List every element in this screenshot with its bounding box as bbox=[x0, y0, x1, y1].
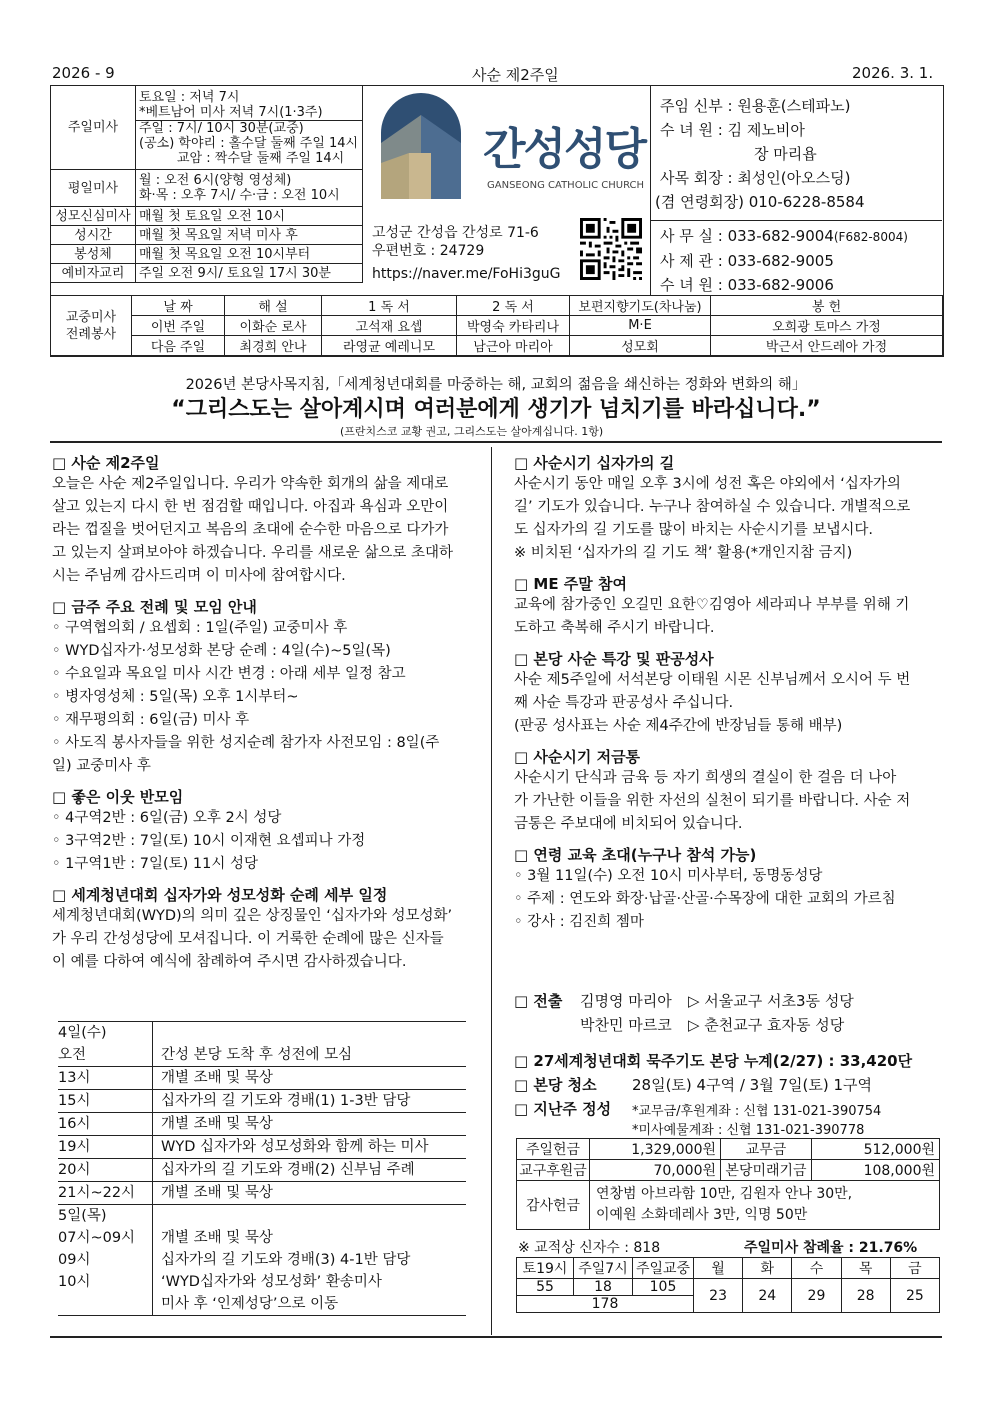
col-date: 날 짜 bbox=[132, 296, 225, 316]
right-column bbox=[514, 452, 942, 934]
table-row: 09시 십자가의 길 기도와 경배(3) 4-1반 담당 bbox=[58, 1249, 466, 1271]
section-body: 사순시기 단식과 금육 등 자기 희생의 결실이 한 걸음 더 나아 가 가난한 이들을 위한 자선의 실천이 되기를 바랍니다. 사순 저 금통은 주보대에 비치되어 있습니다. bbox=[514, 770, 911, 832]
attendance-table: 토19시 주일7시 주일교중 월 화 수 목 금 55 18 105 23 24 29 28 25 178 bbox=[516, 1257, 940, 1313]
section-title: □ 좋은 이웃 반모임 bbox=[52, 788, 184, 806]
bottom-rule bbox=[50, 1336, 942, 1338]
table-row: 미사 후 ‘인제성당’으로 이동 bbox=[58, 1293, 466, 1316]
section-body: 교육에 참가중인 오길민 요한♡김영아 세라피나 부부를 위해 기 도하고 축복해 주시기 바랍니다. bbox=[514, 597, 910, 636]
table-row: 07시~09시 개별 조배 및 묵상 bbox=[58, 1227, 466, 1249]
office-fax: (F682-8004) bbox=[833, 230, 908, 244]
church-logo-icon bbox=[379, 93, 463, 201]
section-body: 세계청년대회(WYD)의 의미 깊은 상징물인 ‘십자가와 성모성화’ 가 우리 간성성당에 모셔집니다. 이 거룩한 순례에 많은 신자들 이 예를 다하여 예식에 참례하여 주시면 감사하겠습니다. bbox=[52, 908, 453, 970]
transfer-1-name: 김명영 마리아 bbox=[580, 992, 672, 1010]
contact-info bbox=[660, 224, 908, 297]
weekday-mass-times: 월 : 오전 6시(양형 영성체) 화·목 : 오후 7시/ 수·금 : 오전 10시 bbox=[136, 170, 363, 207]
left-column bbox=[52, 452, 482, 974]
holy-hour-label: 성시간 bbox=[51, 226, 136, 245]
transfer-1-dest: ▷ 서울교구 서초3동 성당 bbox=[688, 992, 854, 1010]
table-row: 주일헌금 1,329,000원 교무금 512,000원 bbox=[517, 1139, 940, 1160]
cleaning-title: □ 본당 청소 bbox=[514, 1076, 597, 1094]
issue-number: 2026 - 9 bbox=[52, 64, 115, 82]
wyd-schedule-table bbox=[58, 1021, 466, 1316]
church-postal: 우편번호 : 24729 bbox=[372, 243, 485, 259]
pastoral-guideline: 2026년 본당사목지침,「세계청년대회를 마중하는 해, 교회의 젊음을 쇄신하는 정화와 변화의 해」 bbox=[185, 377, 807, 393]
col-reading1: 1 독 서 bbox=[322, 296, 457, 316]
col-prayer: 보편지향기도(차나눔) bbox=[570, 296, 711, 316]
section-title: □ 세계청년대회 십자가와 성모성화 순례 세부 일정 bbox=[52, 886, 388, 904]
staff-info bbox=[655, 94, 865, 214]
staff-divider bbox=[650, 220, 942, 221]
table-row: 15시 십자가의 길 기도와 경배(1) 1-3반 담당 bbox=[58, 1090, 466, 1113]
service-schedule-table bbox=[50, 295, 943, 356]
church-name-logo: 간성성당 bbox=[483, 124, 646, 175]
section-body: ◦ 구역협의회 / 요셉회 : 1일(주일) 교중미사 후 ◦ WYD십자가·성모성화 본당 순례 : 4일(수)~5일(목) ◦ 수요일과 목요일 미사 시간 변경 : 아래 세부 일정 참고 ◦ 병자영성체 : 5일(목) 오후 1시부터~ ◦ 재무평의회 : 6일(금) 미사 후 ◦ 사도직 봉사자들을 위한 성지순례 참가자 사전모임 : 8일(주 일) 교중미사 후 bbox=[52, 620, 440, 774]
section-body: 사순시기 동안 매일 오후 3시에 성전 혹은 야외에서 ‘십자가의 길’ 기도가 있습니다. 누구나 참여하실 수 있습니다. 개별적으로 도 십자가의 길 기도를 많이 바치는 사순시기를 보냅시다. ※ 비치된 ‘십자가의 길 기도 책’ 활용(*개인지참 금지) bbox=[514, 476, 911, 561]
rosary-count: □ 27세계청년대회 묵주기도 본당 누계(2/27) : 33,420단 bbox=[514, 1052, 913, 1070]
table-row: 오전 간성 본당 도착 후 성전에 모심 bbox=[58, 1044, 466, 1067]
account-1: *교무금/후원계좌 : 신협 131-021-390754 bbox=[632, 1104, 882, 1119]
section-body: ◦ 3월 11일(수) 오전 10시 미사부터, 동명동성당 ◦ 주제 : 연도와 화장·납골·산골·수목장에 대한 교회의 가르침 ◦ 강사 : 김진희 젬마 bbox=[514, 868, 896, 930]
liturgical-sunday: 사순 제2주일 bbox=[472, 66, 559, 84]
church-url[interactable]: https://naver.me/FoHi3guG bbox=[372, 266, 561, 282]
catechism-value: 주일 오전 9시/ 토요일 17시 30분 bbox=[136, 264, 363, 283]
communion-label: 봉성체 bbox=[51, 245, 136, 264]
top-rule bbox=[50, 441, 942, 443]
table-row: 16시 개별 조배 및 묵상 bbox=[58, 1113, 466, 1136]
issue-date: 2026. 3. 1. bbox=[852, 64, 934, 82]
offering-title: □ 지난주 정성 bbox=[514, 1100, 612, 1118]
service-label: 교중미사 전례봉사 bbox=[51, 296, 132, 356]
day-label: 4일(수) bbox=[58, 1022, 153, 1045]
section-title: □ ME 주말 참여 bbox=[514, 575, 627, 593]
holy-hour-value: 매월 첫 목요일 저녁 미사 후 bbox=[136, 226, 363, 245]
column-divider bbox=[491, 447, 492, 1335]
motto-source: (프란치스코 교황 권고, 그리스도는 살아계십니다. 1항) bbox=[340, 425, 604, 438]
table-row: 이번 주일 이화순 로사 고석재 요셉 박영숙 카타리나 M·E 오희광 토마스 가정 bbox=[51, 316, 943, 336]
sunday-mass-label: 주일미사 bbox=[51, 86, 136, 170]
section-body: ◦ 4구역2반 : 6일(금) 오후 2시 성당 ◦ 3구역2반 : 7일(토) 10시 이재현 요셉피나 가정 ◦ 1구역1반 : 7일(토) 11시 성당 bbox=[52, 810, 366, 872]
convent-phone: 수 녀 원 : 033-682-9006 bbox=[660, 276, 834, 294]
section-title: □ 사순시기 십자가의 길 bbox=[514, 454, 675, 472]
offering-table bbox=[516, 1138, 940, 1230]
office-phone: 사 무 실 : 033-682-9004 bbox=[660, 227, 834, 245]
sister-2: 장 마리욥 bbox=[754, 145, 817, 163]
rectory-phone: 사 제 관 : 033-682-9005 bbox=[660, 252, 834, 270]
attendance-rate: 주일미사 참례율 : 21.76% bbox=[744, 1240, 918, 1256]
qr-code-icon[interactable] bbox=[580, 218, 642, 280]
council-president: 사목 회장 : 최성인(아오스딩) bbox=[660, 169, 851, 187]
table-row: 다음 주일 최경희 안나 라영균 예레니모 남근아 마리아 성모회 박근서 안드레아 가정 bbox=[51, 336, 943, 356]
table-row: 교구후원금 70,000원 본당미래기금 108,000원 bbox=[517, 1160, 940, 1181]
day-label: 5일(목) bbox=[58, 1205, 153, 1228]
church-address: 고성군 간성읍 간성로 71-6 bbox=[372, 225, 539, 241]
church-name-en: GANSEONG CATHOLIC CHURCH bbox=[487, 180, 645, 191]
table-row: 19시 WYD 십자가와 성모성화와 함께 하는 미사 bbox=[58, 1136, 466, 1159]
col-reading2: 2 독 서 bbox=[457, 296, 570, 316]
section-title: □ 연령 교육 초대(누구나 참석 가능) bbox=[514, 846, 757, 864]
sunday-mass-times: 토요일 : 저녁 7시 *베트남어 미사 저녁 7시(1·3주) 주일 : 7시/ 10시 30분(교중) (공소) 학야리 : 홀수달 둘째 주일 14시 교암 : 짝수달 둘째 주일 14시 bbox=[136, 86, 363, 170]
attendance-sunday-total: 178 bbox=[517, 1296, 694, 1313]
table-row: 13시 개별 조배 및 묵상 bbox=[58, 1067, 466, 1090]
table-row: 감사헌금 연창범 아브라함 10만, 김원자 안나 30만, 이예원 소화데레사 3만, 익명 50만 bbox=[517, 1181, 940, 1230]
transfer-2-name: 박찬민 마르코 bbox=[580, 1016, 672, 1034]
council-president-phone: (겸 연령회장) 010-6228-8584 bbox=[655, 193, 865, 211]
mass-times-table bbox=[50, 85, 363, 283]
table-row: 21시~22시 개별 조배 및 묵상 bbox=[58, 1182, 466, 1205]
transfer-2-dest: ▷ 춘천교구 효자동 성당 bbox=[688, 1016, 845, 1034]
section-title: □ 금주 주요 전례 및 모임 안내 bbox=[52, 598, 257, 616]
pastor: 주임 신부 : 원용훈(스테파노) bbox=[660, 97, 851, 115]
section-title: □ 본당 사순 특강 및 판공성사 bbox=[514, 650, 714, 668]
communion-value: 매월 첫 목요일 오전 10시부터 bbox=[136, 245, 363, 264]
section-title: □ 사순시기 저금통 bbox=[514, 748, 641, 766]
catechism-label: 예비자교리 bbox=[51, 264, 136, 283]
transfer-title: □ 전출 bbox=[514, 992, 563, 1010]
motto-quote: “그리스도는 살아계시며 여러분에게 생기가 넘치기를 바라십니다.” bbox=[171, 397, 821, 422]
table-row: 20시 십자가의 길 기도와 경배(2) 신부님 주례 bbox=[58, 1159, 466, 1182]
section-body: 사순 제5주일에 서석본당 이태원 시몬 신부님께서 오시어 두 번 째 사순 특강과 판공성사 주십니다. (판공 성사표는 사순 제4주간에 반장님들 통해 배부) bbox=[514, 672, 911, 734]
table-row: 10시 ‘WYD십자가와 성모성화’ 환송미사 bbox=[58, 1271, 466, 1293]
devotion-mass-value: 매월 첫 토요일 오전 10시 bbox=[136, 207, 363, 226]
weekday-mass-label: 평일미사 bbox=[51, 170, 136, 207]
account-2: *미사예물계좌 : 신협 131-021-390778 bbox=[632, 1123, 865, 1138]
section-body: 오늘은 사순 제2주일입니다. 우리가 약속한 회개의 삶을 제대로 살고 있는지 다시 한 번 점검할 때입니다. 아집과 욕심과 오만이 라는 껍질을 벗어던지고 복음의 초대에 순수한 마음으로 다가가 고 있는지 살펴보아야 하겠습니다. 우리를 새로운 삶으로 초대하 시는 주님께 감사드리며 이 미사에 참여합시다. bbox=[52, 476, 454, 584]
sister-1: 수 녀 원 : 김 제노비아 bbox=[660, 121, 805, 139]
section-title: □ 사순 제2주일 bbox=[52, 454, 160, 472]
registered-members: ※ 교적상 신자수 : 818 bbox=[518, 1240, 661, 1256]
col-offering: 봉 헌 bbox=[711, 296, 943, 316]
devotion-mass-label: 성모신심미사 bbox=[51, 207, 136, 226]
cleaning-value: 28일(토) 4구역 / 3월 7일(토) 1구역 bbox=[632, 1076, 872, 1094]
col-commentary: 해 설 bbox=[225, 296, 322, 316]
